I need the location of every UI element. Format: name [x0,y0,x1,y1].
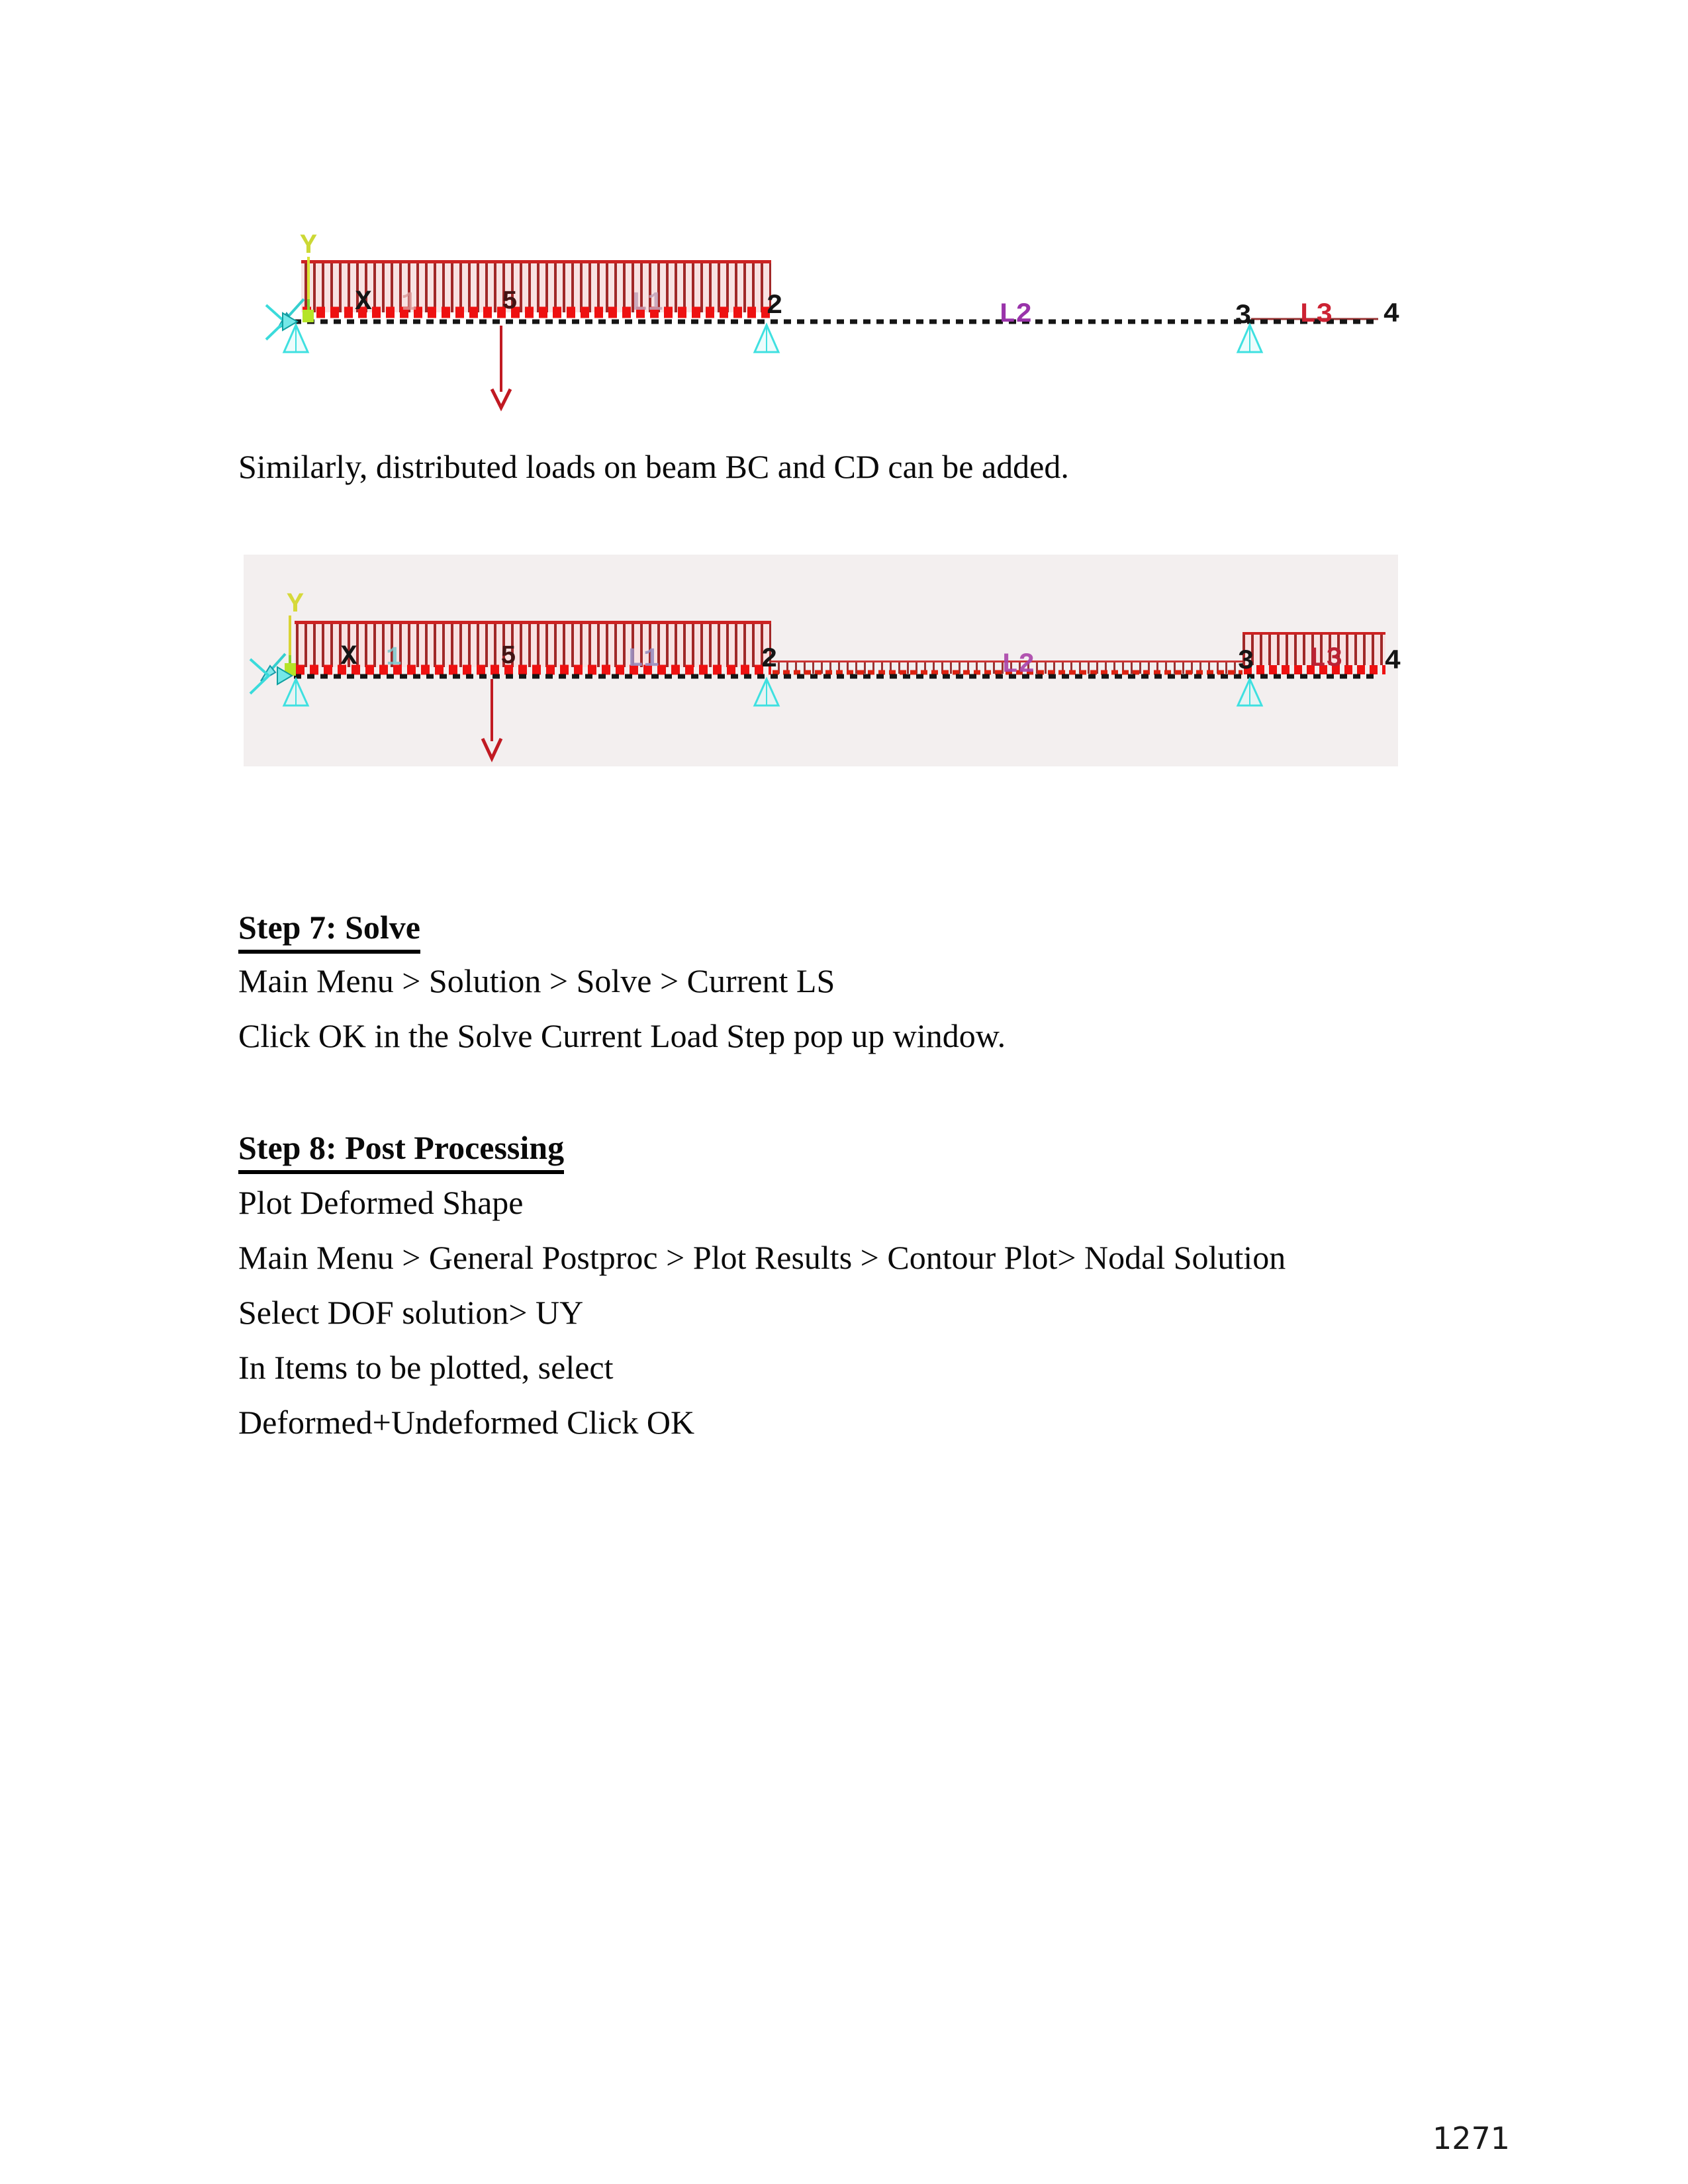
x-axis-label: X [340,641,357,672]
line-1-label: L1 [627,645,660,674]
keypoint-4-label: 4 [1384,645,1401,677]
node-5-label: 5 [501,287,518,317]
y-axis-label: Y [300,230,317,261]
point-force-arrow [492,326,510,408]
keypoint-2-label: 2 [766,290,783,322]
keypoint-1-label: 1 [400,289,418,318]
x-axis-label: X [355,286,372,318]
keypoint-3-label: 3 [1237,645,1254,677]
step7-line-1: Main Menu > Solution > Solve > Current LS [238,962,835,999]
caption-text: Similarly, distributed loads on beam BC and CD can be added. [238,448,1069,485]
line-3-label: L3 [1309,643,1343,674]
line-3-label: L3 [1299,298,1333,330]
y-axis-label: Y [287,588,304,620]
force-arrowhead-icon [492,389,510,408]
origin-marker [303,310,314,322]
distributed-load-span-1-2 [295,621,771,670]
ansys-plot-loads-all-spans [238,553,1410,771]
step7-line-2: Click OK in the Solve Current Load Step pop up window. [238,1017,1006,1054]
line-2-label: L2 [1001,649,1035,680]
step8-line-2: Main Menu > General Postproc > Plot Results > Contour Plot> Nodal Solution [238,1239,1286,1276]
step7-heading: Step 7: Solve [238,908,420,954]
line-2-label: L2 [998,298,1033,330]
step8-heading: Step 8: Post Processing [238,1128,564,1174]
support-icon-node1 [284,325,308,352]
step8-line-3: Select DOF solution> UY [238,1294,584,1331]
keypoint-4-label: 4 [1383,298,1400,330]
keypoint-1-label: 1 [385,643,402,673]
keypoint-3-label: 3 [1235,300,1252,332]
load-top-line [301,260,771,263]
line-1-label: L1 [631,289,664,318]
step8-line-1: Plot Deformed Shape [238,1184,524,1221]
support-icon-node2 [755,325,778,352]
step8-line-4: In Items to be plotted, select [238,1349,614,1386]
ansys-plot-load-on-first-span [255,225,1410,417]
node-5-label: 5 [500,642,517,672]
keypoint-2-label: 2 [761,643,778,675]
page-number: 1271 [1432,2120,1511,2156]
step8-line-5: Deformed+Undeformed Click OK [238,1404,695,1441]
